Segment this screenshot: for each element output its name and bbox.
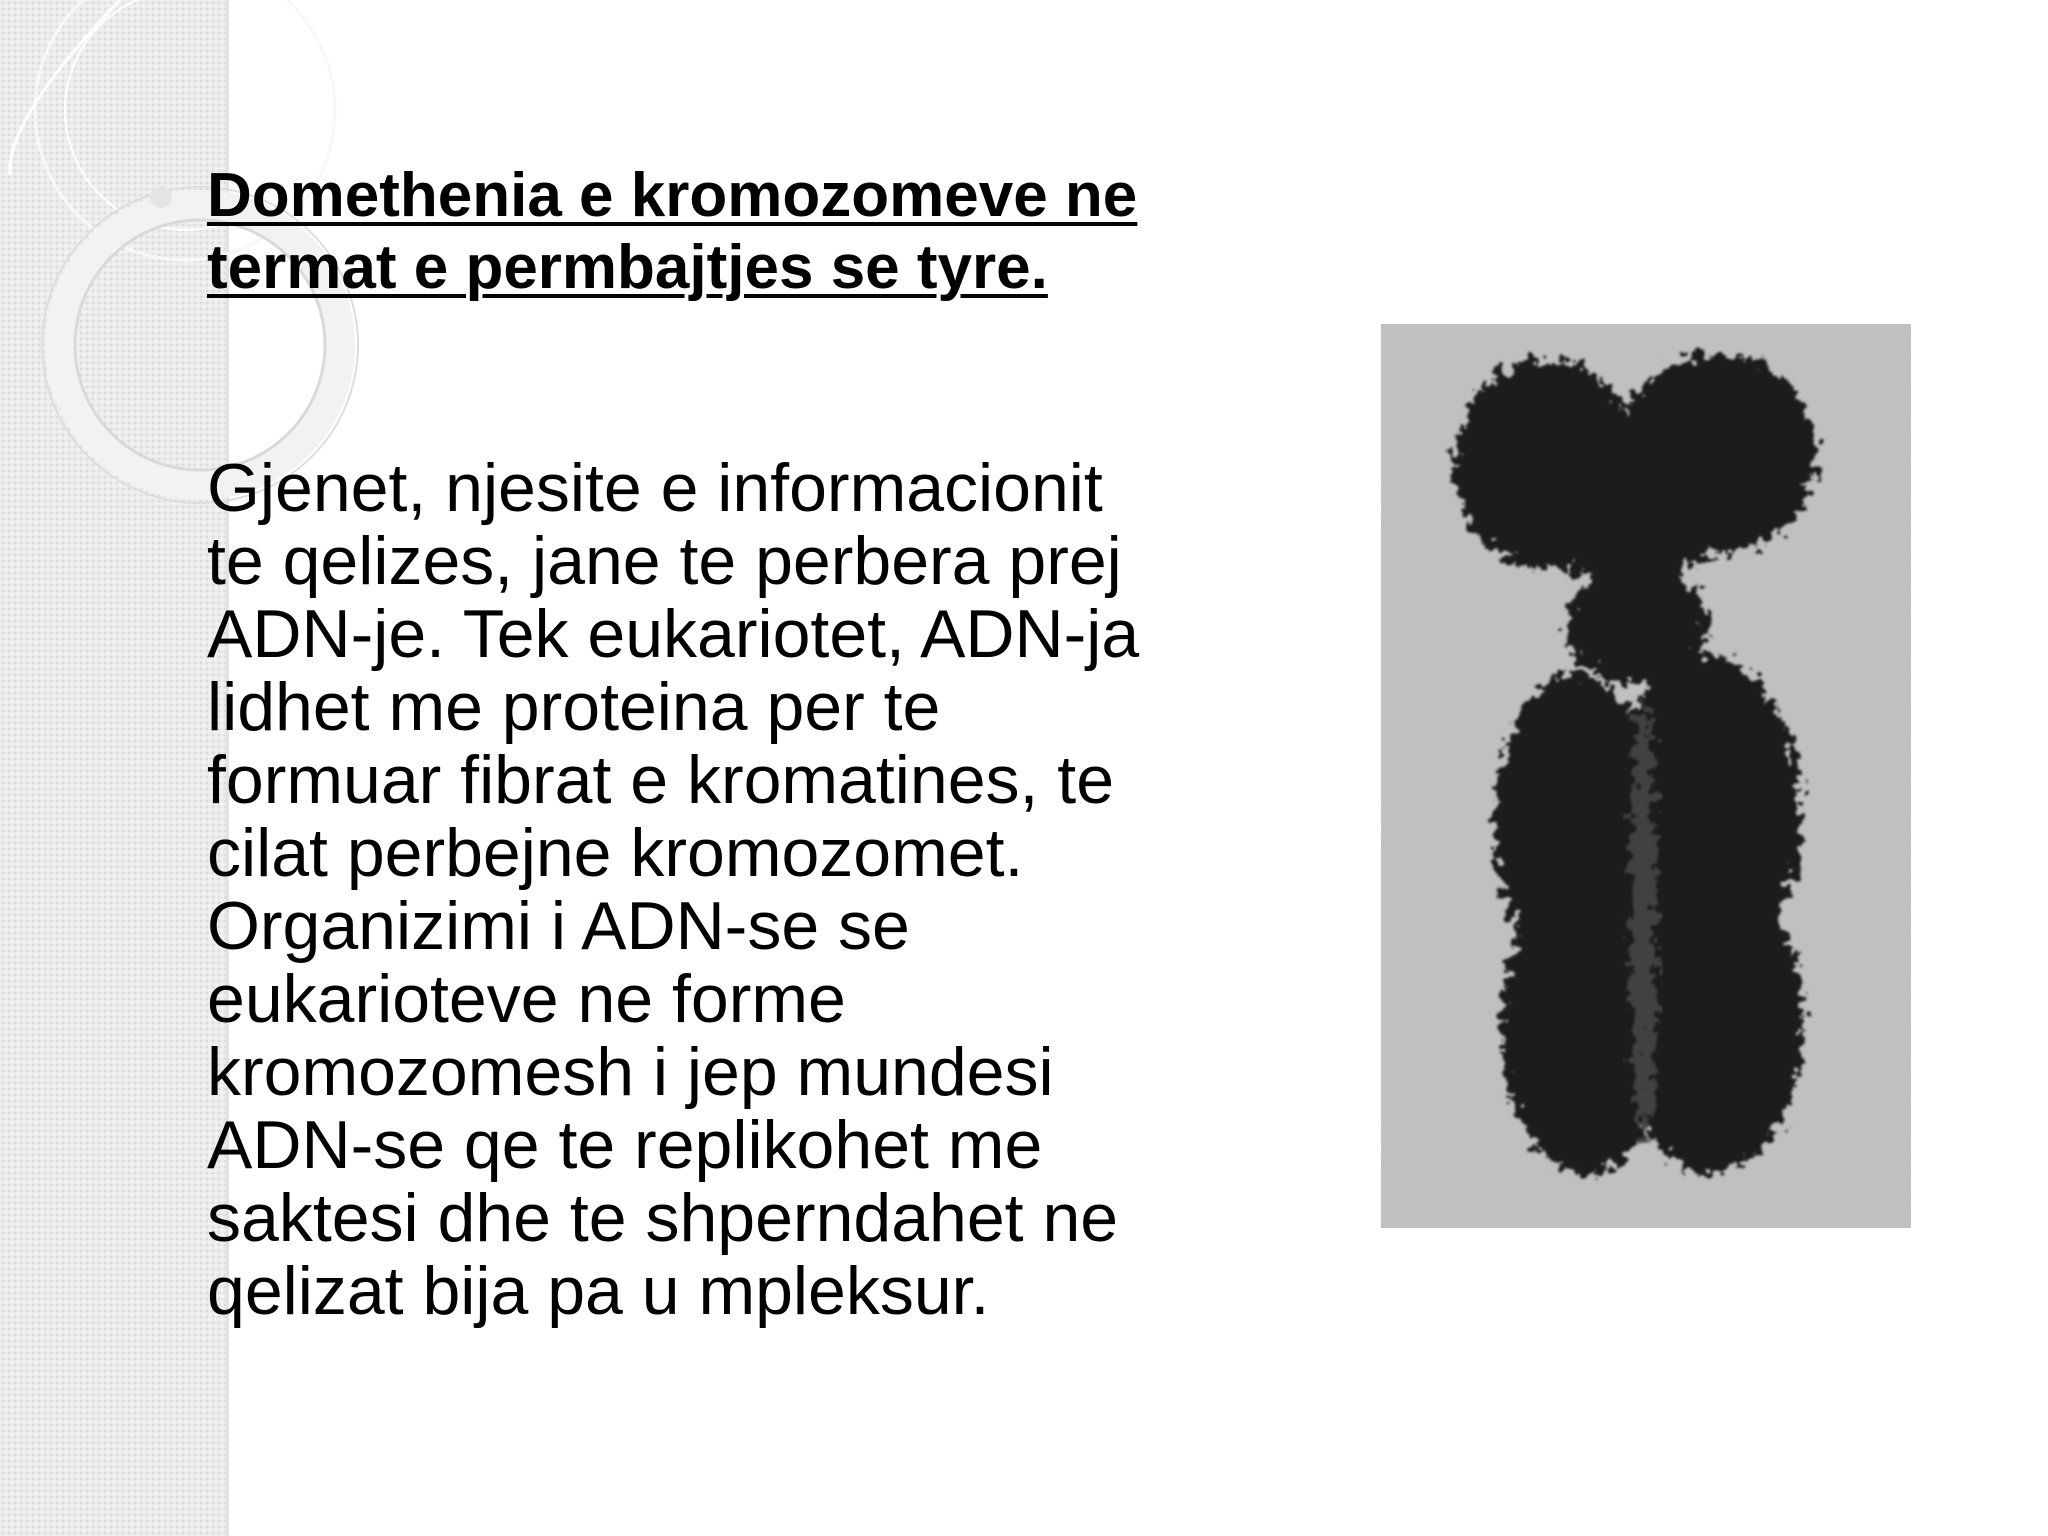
slide-heading: Domethenia e kromozomeve ne termat e permbajtjes se tyre. xyxy=(207,161,1138,302)
bullet-dot xyxy=(150,186,172,208)
body-line: te qelizes, jane te perbera prej xyxy=(207,523,1122,599)
body-line: formuar fibrat e kromatines, te xyxy=(207,742,1115,818)
body-paragraph xyxy=(207,452,1307,1328)
body-line: lidhet me proteina per te xyxy=(207,669,941,745)
chromosome-icon xyxy=(1381,324,1911,1228)
body-line: cilat perbejne kromozomet. xyxy=(207,815,1024,891)
body-line: eukarioteve ne forme xyxy=(207,961,846,1037)
body-line: kromozomesh i jep mundesi xyxy=(207,1034,1054,1110)
body-line: qelizat bija pa u mpleksur. xyxy=(207,1253,990,1329)
body-line: Gjenet, njesite e informacionit xyxy=(207,450,1103,526)
chromosome-image xyxy=(1381,324,1911,1228)
body-line: saktesi dhe te shperndahet ne xyxy=(207,1180,1119,1256)
body-line: ADN-se qe te replikohet me xyxy=(207,1107,1043,1183)
body-line: ADN-je. Tek eukariotet, ADN-ja xyxy=(207,596,1140,672)
body-line: Organizimi i ADN-se se xyxy=(207,888,910,964)
